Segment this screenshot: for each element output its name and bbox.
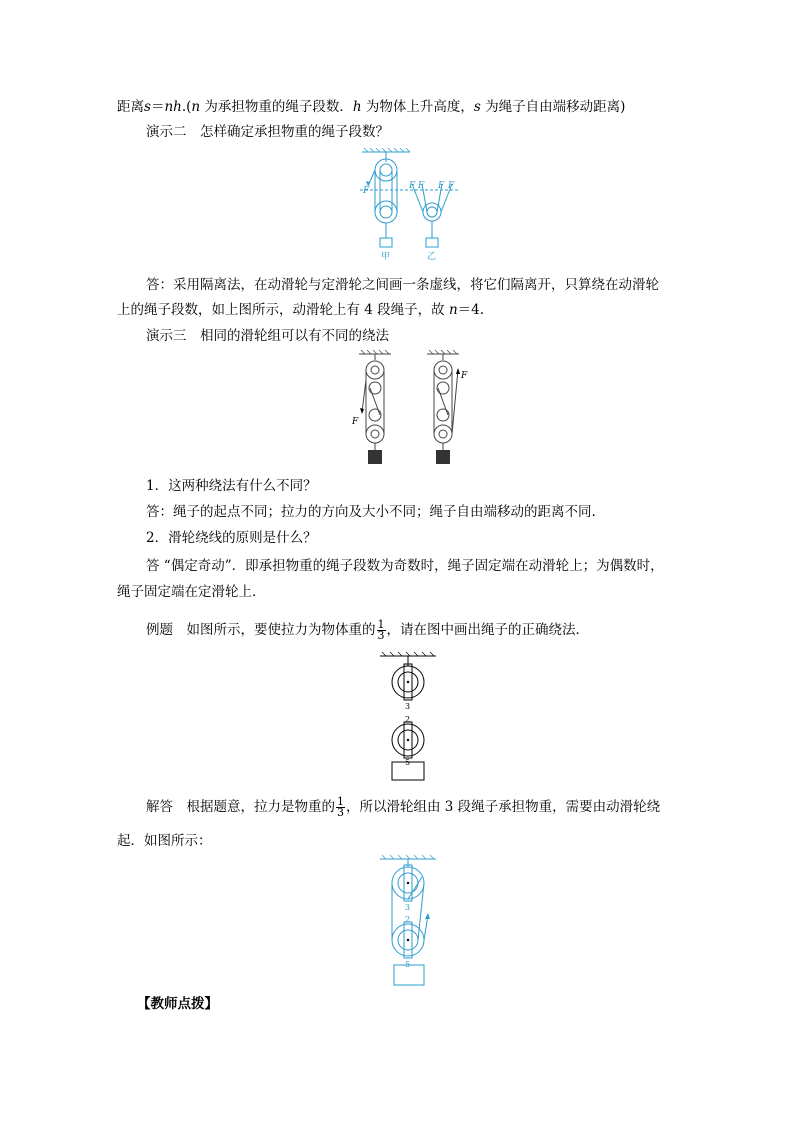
question-2: 2．滑轮绕线的原则是什么？ xyxy=(146,530,317,546)
svg-text:F: F xyxy=(418,181,425,191)
teacher-tips-heading: 【教师点拨】 xyxy=(137,996,218,1012)
svg-text:F: F xyxy=(363,186,370,196)
solution-line2: 起．如图所示： xyxy=(117,833,212,849)
svg-text:5: 5 xyxy=(405,960,411,969)
fraction-one-third-2: $\frac{1}{3}$ xyxy=(337,795,344,819)
svg-text:F: F xyxy=(352,417,359,427)
svg-text:3: 3 xyxy=(405,702,411,711)
svg-text:F: F xyxy=(438,181,445,191)
svg-text:2: 2 xyxy=(405,915,411,924)
svg-text:F: F xyxy=(409,181,416,191)
question-1: 1．这两种绕法有什么不同？ xyxy=(146,478,317,494)
svg-text:5: 5 xyxy=(405,758,411,767)
answer2-line1: 答：采用隔离法，在动滑轮与定滑轮之间画一条虚线，将它们隔离开，只算绕在动滑轮 xyxy=(146,277,659,293)
figure-solution xyxy=(378,855,448,990)
svg-text:甲: 甲 xyxy=(381,252,391,262)
svg-text:F: F xyxy=(448,181,455,191)
answer-1: 答：绳子的起点不同；拉力的方向及大小不同；绳子自由端移动的距离不同. xyxy=(146,504,596,520)
answer-2-line2: 绳子固定端在定滑轮上． xyxy=(117,584,266,600)
svg-text:3: 3 xyxy=(405,903,411,912)
figure-demo2 xyxy=(360,148,480,263)
svg-text:2: 2 xyxy=(405,715,411,724)
fraction-one-third: $\frac{1}{3}$ xyxy=(377,618,385,642)
example-question: 例题 如图所示，要使拉力为物体重的 $\frac{1}{3}$ ，请在图中画出绳子的正确绕法． xyxy=(146,618,589,642)
svg-text:F: F xyxy=(461,371,468,381)
solution-line1: 解答 根据题意，拉力是物重的 $\frac{1}{3}$ ，所以滑轮组由 3 段绳子承担物重，需要由动滑轮绕 xyxy=(146,795,661,819)
figure-demo3 xyxy=(345,350,475,465)
figure-example xyxy=(378,652,438,782)
formula-line: 距离s＝nh.(n 为承担物重的绳子段数．h 为物体上升高度，s 为绳子自由端移动距离) xyxy=(117,99,626,115)
answer2-line2: 上的绳子段数，如上图所示，动滑轮上有 4 段绳子，故 n＝4. xyxy=(117,302,485,318)
demo3-title: 演示三 相同的滑轮组可以有不同的绕法 xyxy=(146,328,389,344)
svg-text:乙: 乙 xyxy=(427,252,437,262)
answer-2-line1: 答 “偶定奇动”．即承担物重的绳子段数为奇数时，绳子固定端在动滑轮上；为偶数时， xyxy=(146,558,664,574)
demo2-title: 演示二 怎样确定承担物重的绳子段数？ xyxy=(146,124,389,140)
